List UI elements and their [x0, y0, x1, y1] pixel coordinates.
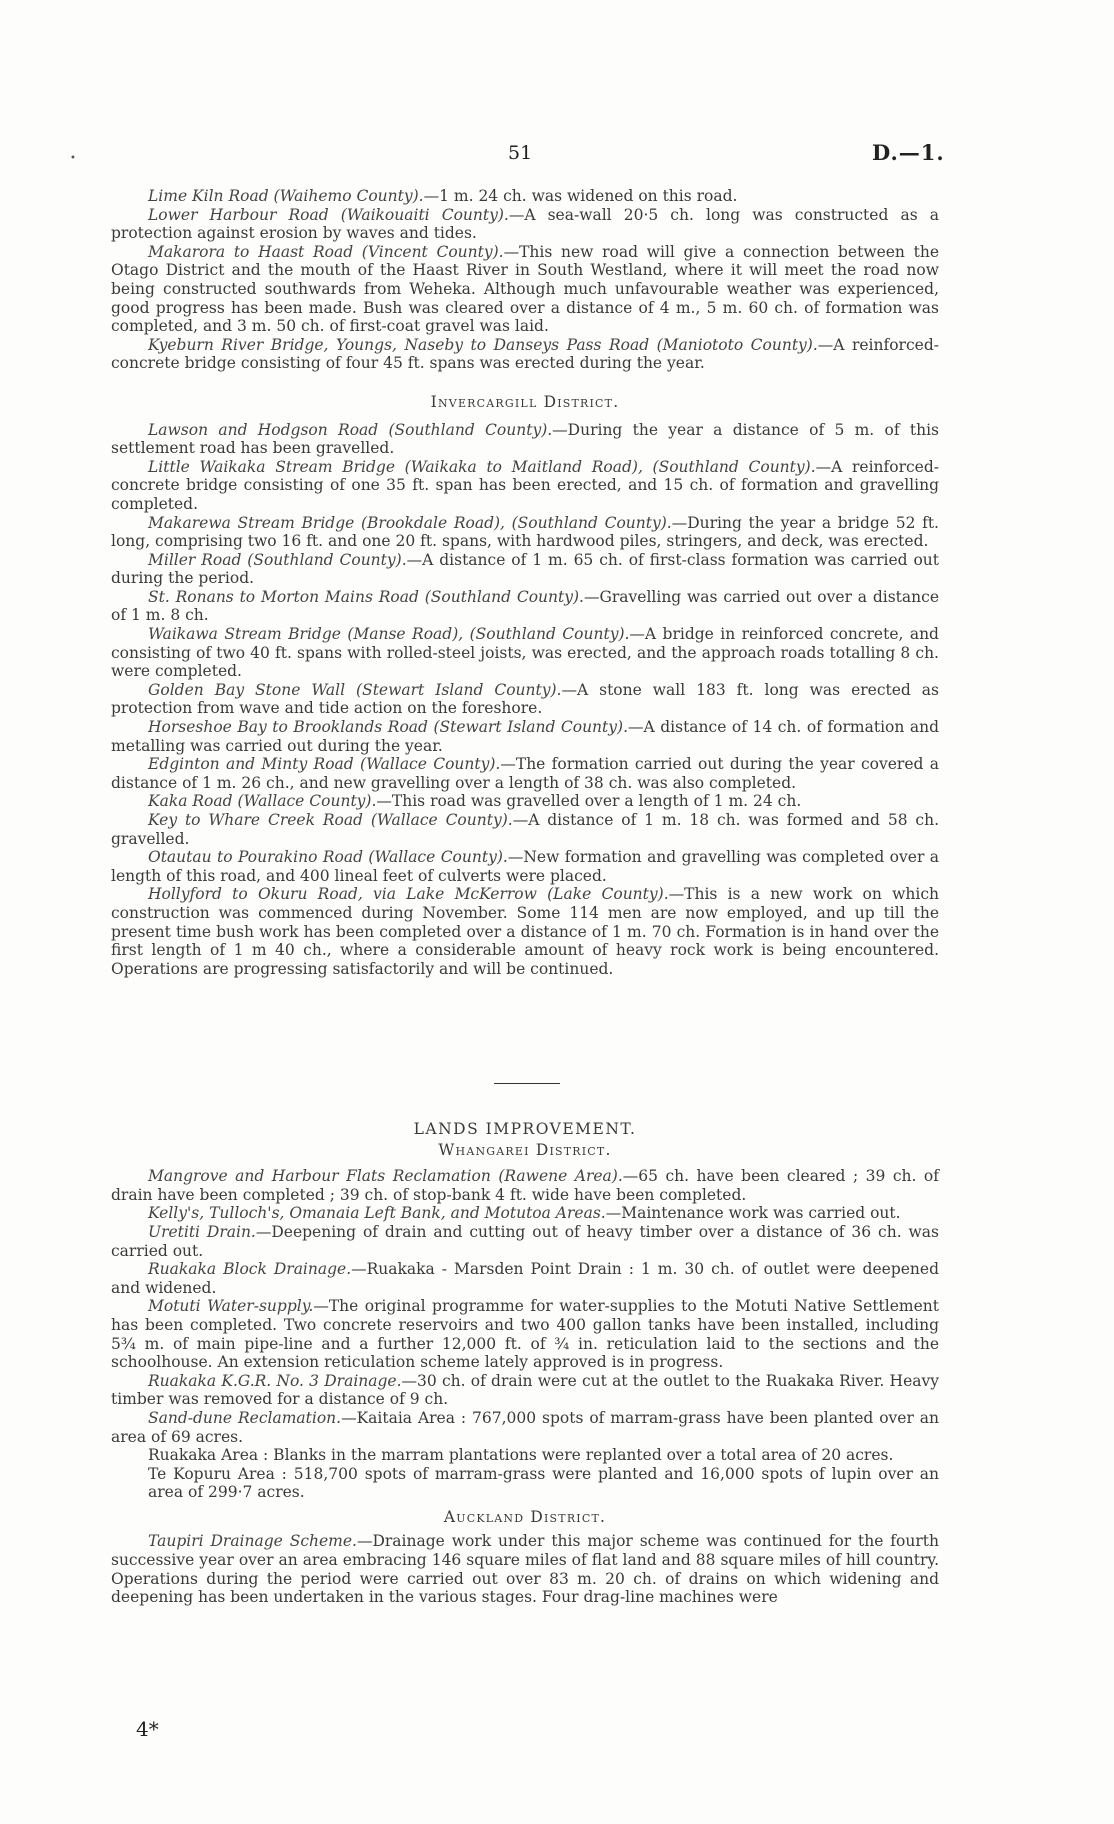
paragraph-heading: Otautau to Pourakino Road (Wallace County).	[148, 848, 508, 867]
paragraph-heading: Taupiri Drainage Scheme.	[148, 1532, 357, 1551]
paragraph-heading: Lawson and Hodgson Road (Southland County).	[148, 420, 553, 439]
paragraph-text: —A distance of 14 ch. of formation and metalling was carried out during the year.	[111, 718, 940, 755]
paragraph-text: —Deepening of drain and cutting out of heavy timber over a distance of 36 ch. was carried out.	[111, 1222, 939, 1260]
paragraph-text: —A stone wall 183 ft. long was erected as protection from wave and tide action on the foreshore.	[111, 680, 939, 718]
paragraph-text: —A reinforced-concrete bridge consisting of four 45 ft. spans was erected during the year.	[111, 335, 939, 373]
paragraph-text: —The original programme for water-supplies to the Motuti Native Settlement has been completed. Two concrete reservoirs and two 400 gallon tanks have been installed, including 5¾ m. of main pipe-line and a further 12,000 ft. of ¾ in. reticulation laid to the sections and the schoolhouse. An extension reticulation scheme lately approved is in progress.	[111, 1297, 940, 1372]
paragraph-text: —A bridge in reinforced concrete, and consisting of two 40 ft. spans with rolled-steel joists, was erected, and the approach roads totalling 8 ch. were completed.	[111, 625, 939, 681]
paragraph-heading: Ruakaka K.G.R. No. 3 Drainage.	[148, 1371, 402, 1390]
lands-improvement-title: LANDS IMPROVEMENT.	[413, 1120, 637, 1138]
paragraph	[111, 1532, 939, 1606]
paragraph-heading: Mangrove and Harbour Flats Reclamation (Rawene Area).	[148, 1167, 623, 1186]
paragraph-text: —New formation and gravelling was completed over a length of this road, and 400 lineal feet of culverts were placed.	[111, 848, 940, 885]
paragraph-heading: St. Ronans to Morton Mains Road (Southland County).	[148, 587, 584, 606]
paragraph-text: —A sea-wall 20·5 ch. long was constructed as a protection against erosion by waves and tides.	[111, 205, 939, 243]
paragraph	[111, 1223, 939, 1260]
paragraph-heading: Makarewa Stream Bridge (Brookdale Road), (Southland County).	[148, 513, 672, 532]
paragraph	[111, 625, 939, 681]
whangarei-heading: Whangarei District.	[438, 1140, 612, 1159]
paragraph-text: —1 m. 24 ch. was widened on this road.	[423, 187, 738, 205]
paragraph	[111, 1297, 939, 1371]
whangarei-plain-list	[111, 1446, 939, 1502]
paragraph	[111, 458, 939, 514]
page-header	[0, 140, 1114, 174]
paragraph	[111, 206, 939, 243]
paragraph-text: —This new road will give a connection between the Otago District and the mouth of the Haast River in South Westland, where it will meet the road now being constructed southwards from Weheka. Although much unfavourable weather was experienced, good progress has been made. Bush was cleared over a distance of 4 m., 5 m. 60 ch. of formation was completed, and 3 m. 50 ch. of first-coat gravel was laid.	[111, 242, 939, 336]
paragraph-heading: Kelly's, Tulloch's, Omanaia Left Bank, and Motutoa Areas.	[148, 1204, 606, 1223]
paragraph-text: —30 ch. of drain were cut at the outlet to the Ruakaka River. Heavy timber was removed for a distance of 9 ch.	[111, 1371, 939, 1409]
paragraph	[111, 243, 939, 336]
section-divider	[494, 1083, 560, 1084]
margin-mark: •	[70, 153, 76, 164]
paragraph	[111, 718, 939, 755]
paragraph	[111, 1409, 939, 1446]
paragraph-heading: Miller Road (Southland County).	[148, 550, 407, 569]
paragraph-text: —Ruakaka - Marsden Point Drain : 1 m. 30 ch. of outlet were deepened and widened.	[111, 1260, 939, 1297]
paragraph	[111, 187, 939, 206]
auckland-heading: Auckland District.	[443, 1507, 607, 1526]
paragraph	[111, 848, 939, 885]
paragraph	[111, 885, 939, 978]
invercargill-heading: Invercargill District.	[430, 392, 620, 411]
auckland-paragraph-list	[111, 1532, 939, 1606]
paragraph	[111, 1260, 939, 1297]
paragraph-text: —The formation carried out during the year covered a distance of 1 m. 26 ch., and new gravelling over a length of 38 ch. was also completed.	[111, 755, 939, 792]
page-number: 51	[508, 142, 533, 164]
plain-paragraph: Ruakaka Area : Blanks in the marram plantations were replanted over a total area of 20 acres.	[148, 1446, 894, 1465]
paragraph-text: —A reinforced-concrete bridge consisting of one 35 ft. span has been erected, and 15 ch. of formation and gravelling completed.	[111, 457, 939, 513]
paragraph-text: —65 ch. have been cleared ; 39 ch. of drain have been completed ; 39 ch. of stop-bank 4 ft. wide have been completed.	[111, 1167, 939, 1204]
paragraph-text: —Drainage work under this major scheme was continued for the fourth successive year over an area embracing 146 square miles of flat land and 88 square miles of hill country. Operations during the period were carried out over 83 m. 20 ch. of drains on which widening and deepening has been undertaken in the various stages. Four drag-line machines were	[111, 1532, 939, 1607]
paragraph-text: —Maintenance work was carried out.	[605, 1204, 901, 1223]
paragraph	[111, 792, 939, 811]
paragraph	[111, 588, 939, 625]
paragraph-heading: Kaka Road (Wallace County).	[148, 792, 377, 811]
paragraph-heading: Hollyford to Okuru Road, via Lake McKerrow (Lake County).	[148, 885, 669, 904]
paragraph-heading: Waikawa Stream Bridge (Manse Road), (Southland County).	[148, 625, 630, 644]
paragraph-heading: Lime Kiln Road (Waihemo County).	[148, 187, 424, 205]
document-code: D.—1.	[872, 140, 945, 165]
paragraph-heading: Key to Whare Creek Road (Wallace County).	[148, 811, 513, 829]
paragraph	[111, 811, 939, 848]
top-section	[111, 187, 939, 978]
paragraph	[111, 1204, 939, 1223]
signature-mark: 4*	[136, 1717, 159, 1741]
paragraph	[111, 336, 939, 373]
paragraph	[111, 681, 939, 718]
paragraph	[111, 551, 939, 588]
paragraph-text: —A distance of 1 m. 65 ch. of first-class formation was carried out during the period.	[111, 550, 939, 588]
paragraph-heading: Horseshoe Bay to Brooklands Road (Stewart Island County).	[148, 718, 629, 737]
paragraph-heading: Uretiti Drain.	[148, 1222, 256, 1241]
paragraph	[111, 1372, 939, 1409]
paragraph-heading: Motuti Water-supply.	[148, 1297, 314, 1316]
paragraph-heading: Little Waikaka Stream Bridge (Waikaka to Maitland Road), (Southland County).	[148, 457, 816, 476]
paragraph-heading: Ruakaka Block Drainage.	[148, 1260, 352, 1279]
paragraph-text: —Gravelling was carried out over a distance of 1 m. 8 ch.	[111, 587, 939, 625]
paragraph-text: —This is a new work on which construction was commenced during November. Some 114 men are now employed, and up till the present time bush work has been completed over a distance of 1 m. 70 ch. Formation is in hand over the first length of 1 m 40 ch., where a considerable amount of heavy rock work is being encountered. Operations are progressing satisfactorily and will be continued.	[111, 885, 939, 978]
paragraph-heading: Golden Bay Stone Wall (Stewart Island County).	[148, 680, 562, 699]
invercargill-paragraph-list	[111, 421, 939, 979]
paragraph-heading: Sand-dune Reclamation.	[148, 1408, 342, 1427]
paragraph-heading: Lower Harbour Road (Waikouaiti County).	[148, 205, 509, 224]
paragraph	[111, 514, 939, 551]
plain-paragraph: Te Kopuru Area : 518,700 spots of marram-grass were planted and 16,000 spots of lupin over an area of 299·7 acres.	[148, 1464, 939, 1502]
whangarei-paragraph-list	[111, 1167, 939, 1446]
paragraph-text: —A distance of 1 m. 18 ch. was formed and 58 ch. gravelled.	[111, 811, 940, 848]
paragraph-text: —Kaitaia Area : 767,000 spots of marram-grass have been planted over an area of 69 acres.	[111, 1408, 940, 1446]
paragraph-heading: Makarora to Haast Road (Vincent County).	[148, 242, 504, 261]
paragraph	[111, 755, 939, 792]
paragraph-heading: Kyeburn River Bridge, Youngs, Naseby to Danseys Pass Road (Maniototo County).	[148, 335, 818, 354]
lands-section	[111, 1120, 939, 1607]
paragraph	[111, 1167, 939, 1204]
paragraph-text: —During the year a bridge 52 ft. long, comprising two 16 ft. and one 20 ft. spans, with hardwood piles, stringers, and deck, was erected.	[111, 513, 939, 551]
paragraph-heading: Edginton and Minty Road (Wallace County).	[148, 755, 501, 774]
paragraph-text: —During the year a distance of 5 m. of this settlement road has been gravelled.	[111, 420, 939, 458]
top-paragraph-list	[111, 187, 939, 373]
paragraph-text: —This road was gravelled over a length of 1 m. 24 ch.	[376, 792, 802, 811]
paragraph	[111, 421, 939, 458]
